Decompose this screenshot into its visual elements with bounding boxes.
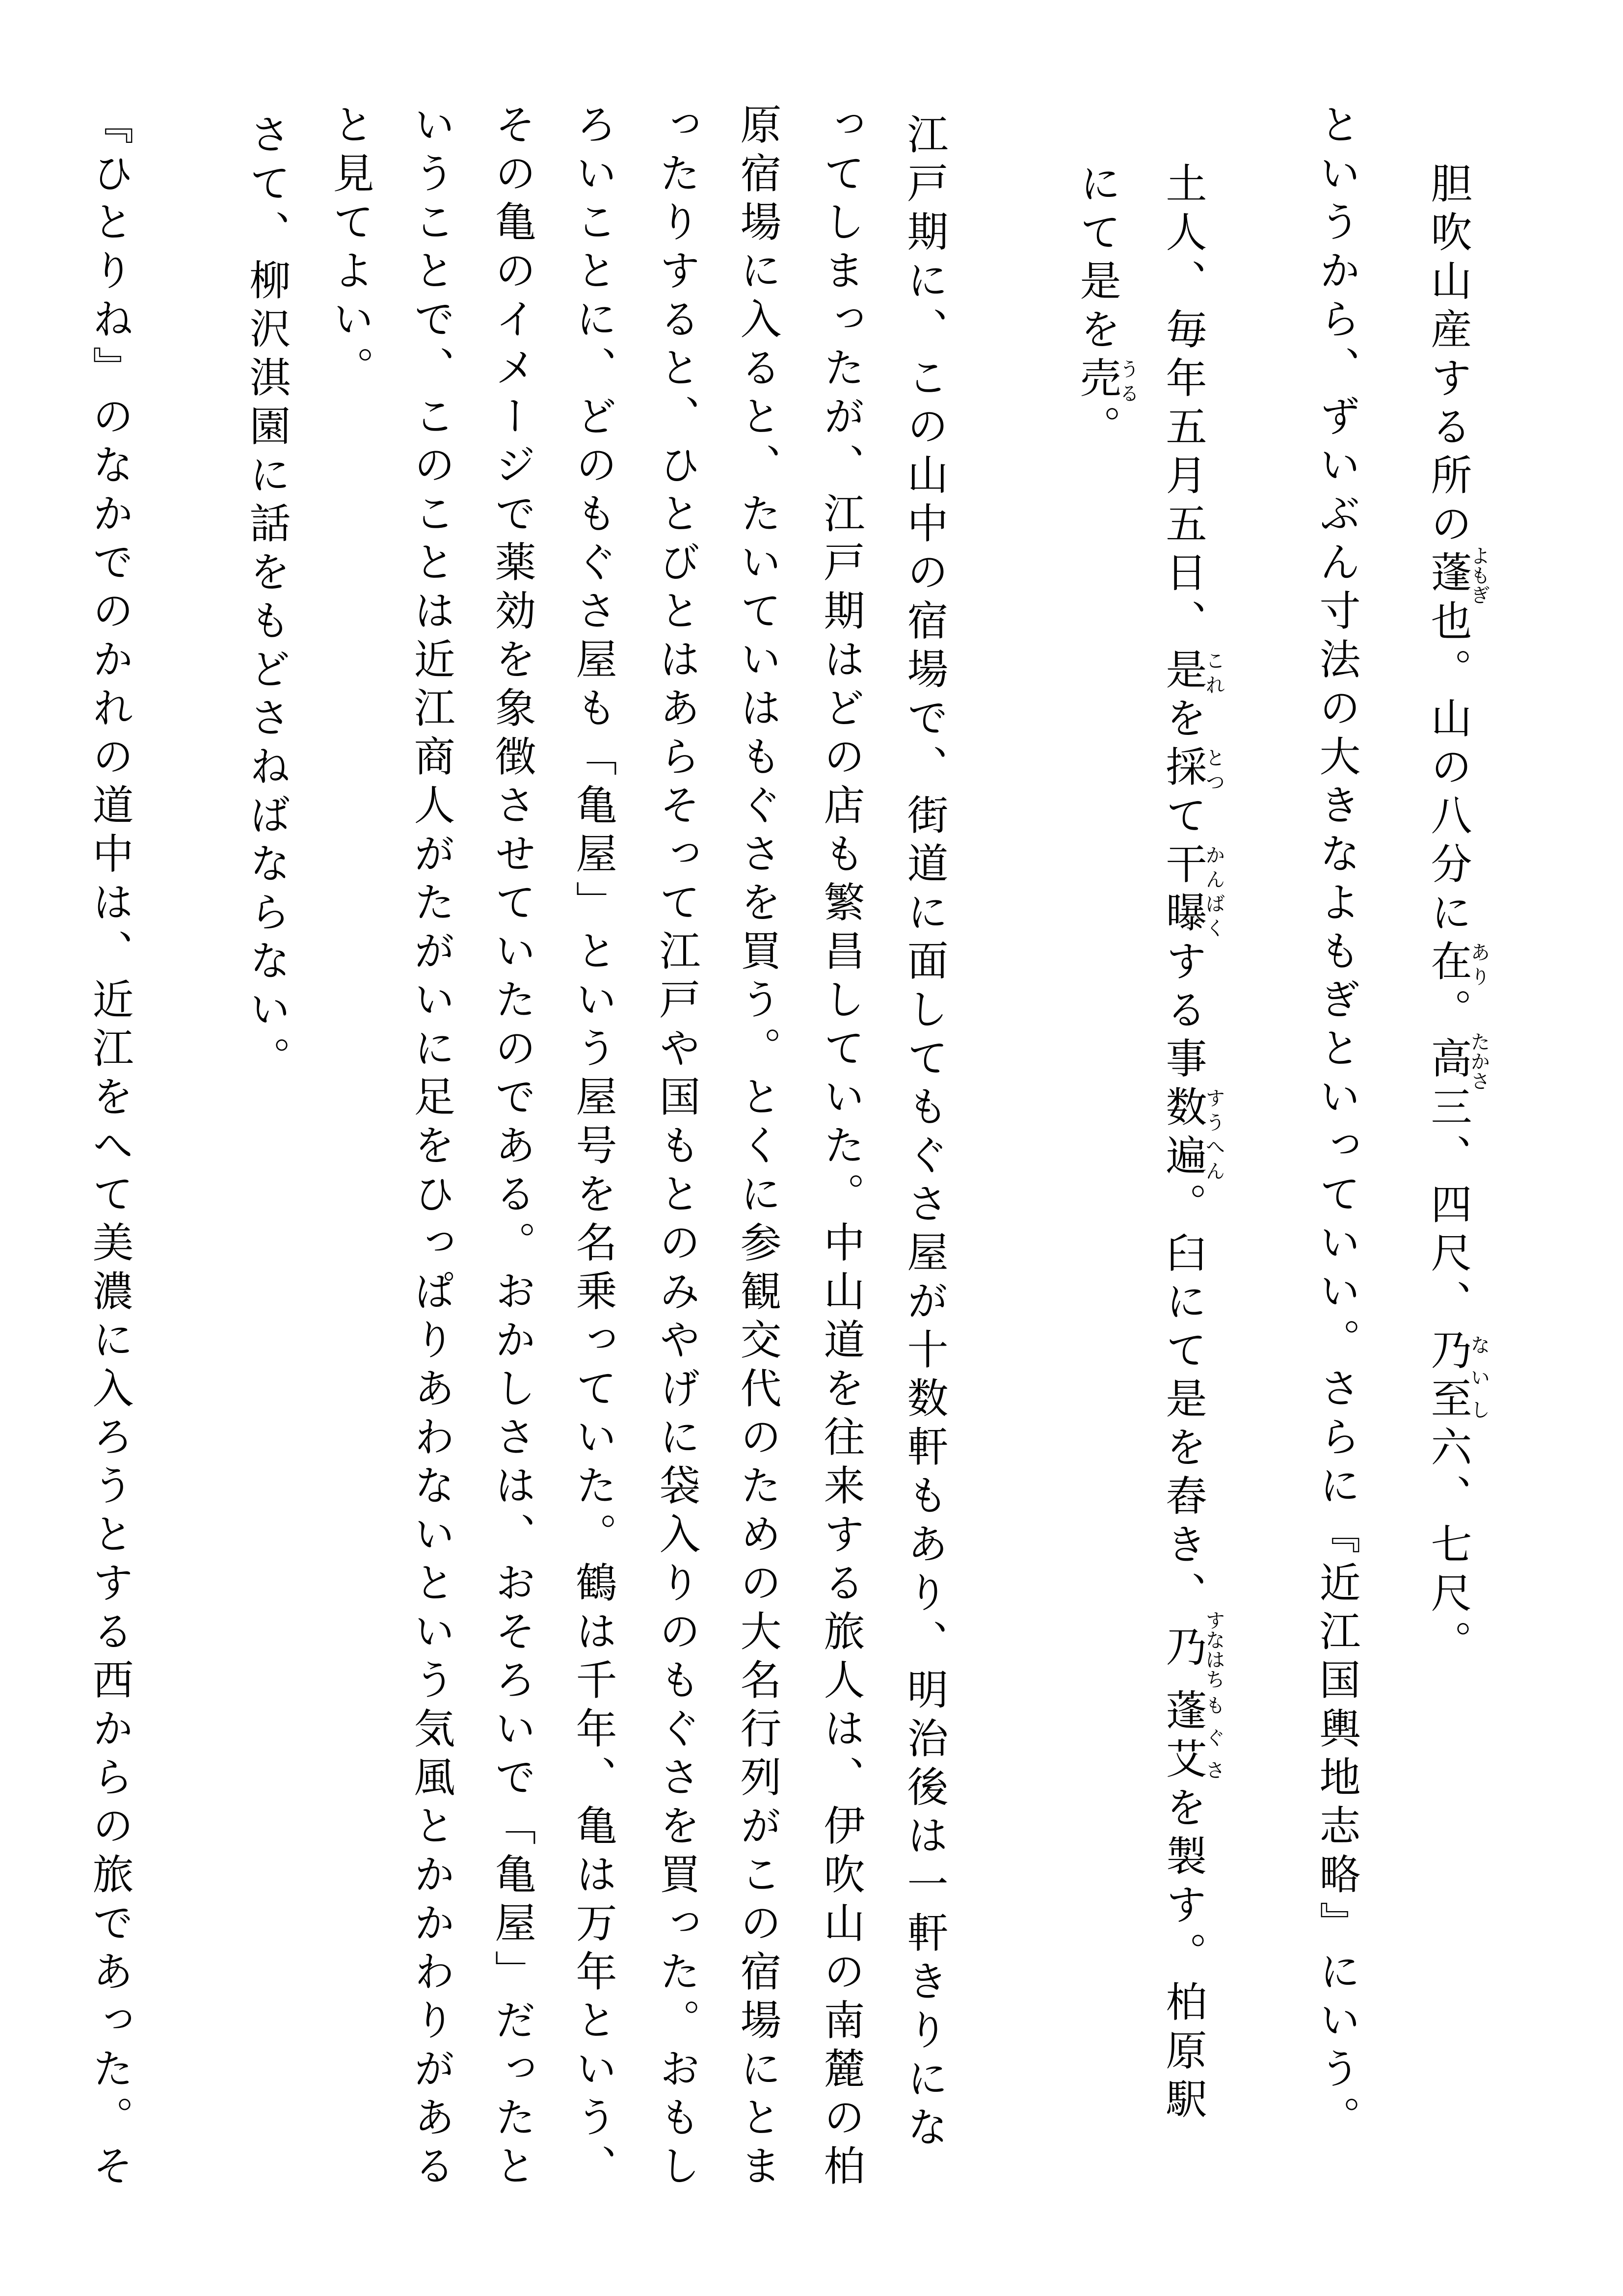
body-line: と見てよい。 [326, 103, 374, 395]
body-line: さて、柳沢淇園に話をもどさねばならない。 [243, 113, 291, 1085]
furigana-totsu: 採とつ [1159, 745, 1225, 794]
furigana-mogusa: 蓬艾もぐさ [1159, 1689, 1225, 1786]
furigana-yomogi: 蓬よもぎ [1424, 545, 1490, 605]
furigana-uru: 売うる [1073, 356, 1139, 405]
furigana-naishi: 乃至ないし [1424, 1328, 1490, 1426]
body-line: ろいことに、どのもぐさ屋も「亀屋」という屋号を名乗っていた。鶴は千年、亀は万年という、 [569, 103, 617, 2193]
quote-line-1: 胆吹山産する所の蓬よもぎ也。山の八分に在あり。高たかさ三、四尺、乃至ないし六、七尺。 [1424, 162, 1490, 1669]
body-line: 『ひとりね』のなかでのかれの道中は、近江をへて美濃に入ろうとする西からの旅であった。そ [86, 103, 134, 2193]
furigana-suuhen: 数遍すうへん [1159, 1085, 1225, 1183]
body-line: いうことで、このことは近江商人がたがいに足をひっぱりあわないという気風とかかわりがある [407, 103, 455, 2193]
body-line: ったりすると、ひとびとはあらそって江戸や国もとのみやげに袋入りのもぐさを買った。おもし [653, 103, 701, 2193]
furigana-kanbaku: 干曝かんばく [1159, 842, 1225, 940]
after-quote-line: というから、ずいぶん寸法の大きなよもぎといっていい。さらに『近江国輿地志略』にいう。 [1313, 103, 1361, 2144]
furigana-ari: 在あり [1424, 940, 1490, 988]
furigana-sunahachi: 乃すなはち [1159, 1610, 1225, 1689]
body-line: 江戸期に、この山中の宿場で、街道に面してもぐさ屋が十数軒もあり、明治後は一軒きりにな [901, 113, 949, 2154]
quote-line-3: にて是を売うる。 [1073, 162, 1139, 454]
furigana-kore: 是これ [1159, 648, 1225, 697]
furigana-takasa: 高たかさ [1424, 1031, 1490, 1091]
quote-line-2: 土人、毎年五月五日、是これを採とつて干曝かんばくする事数遍すうへん。臼にて是を舂き、乃すなはち蓬艾もぐさを製す。柏原駅 [1159, 162, 1225, 2126]
body-line: ってしまったが、江戸期はどの店も繁昌していた。中山道を往来する旅人は、伊吹山の南麓の柏 [817, 103, 865, 2193]
body-line: 原宿場に入ると、たいていはもぐさを買う。とくに参観交代のための大名行列がこの宿場にとま [734, 103, 782, 2193]
body-line: その亀のイメージで薬効を象徴させていたのである。おかしさは、おそろいで「亀屋」だったと [488, 103, 536, 2193]
